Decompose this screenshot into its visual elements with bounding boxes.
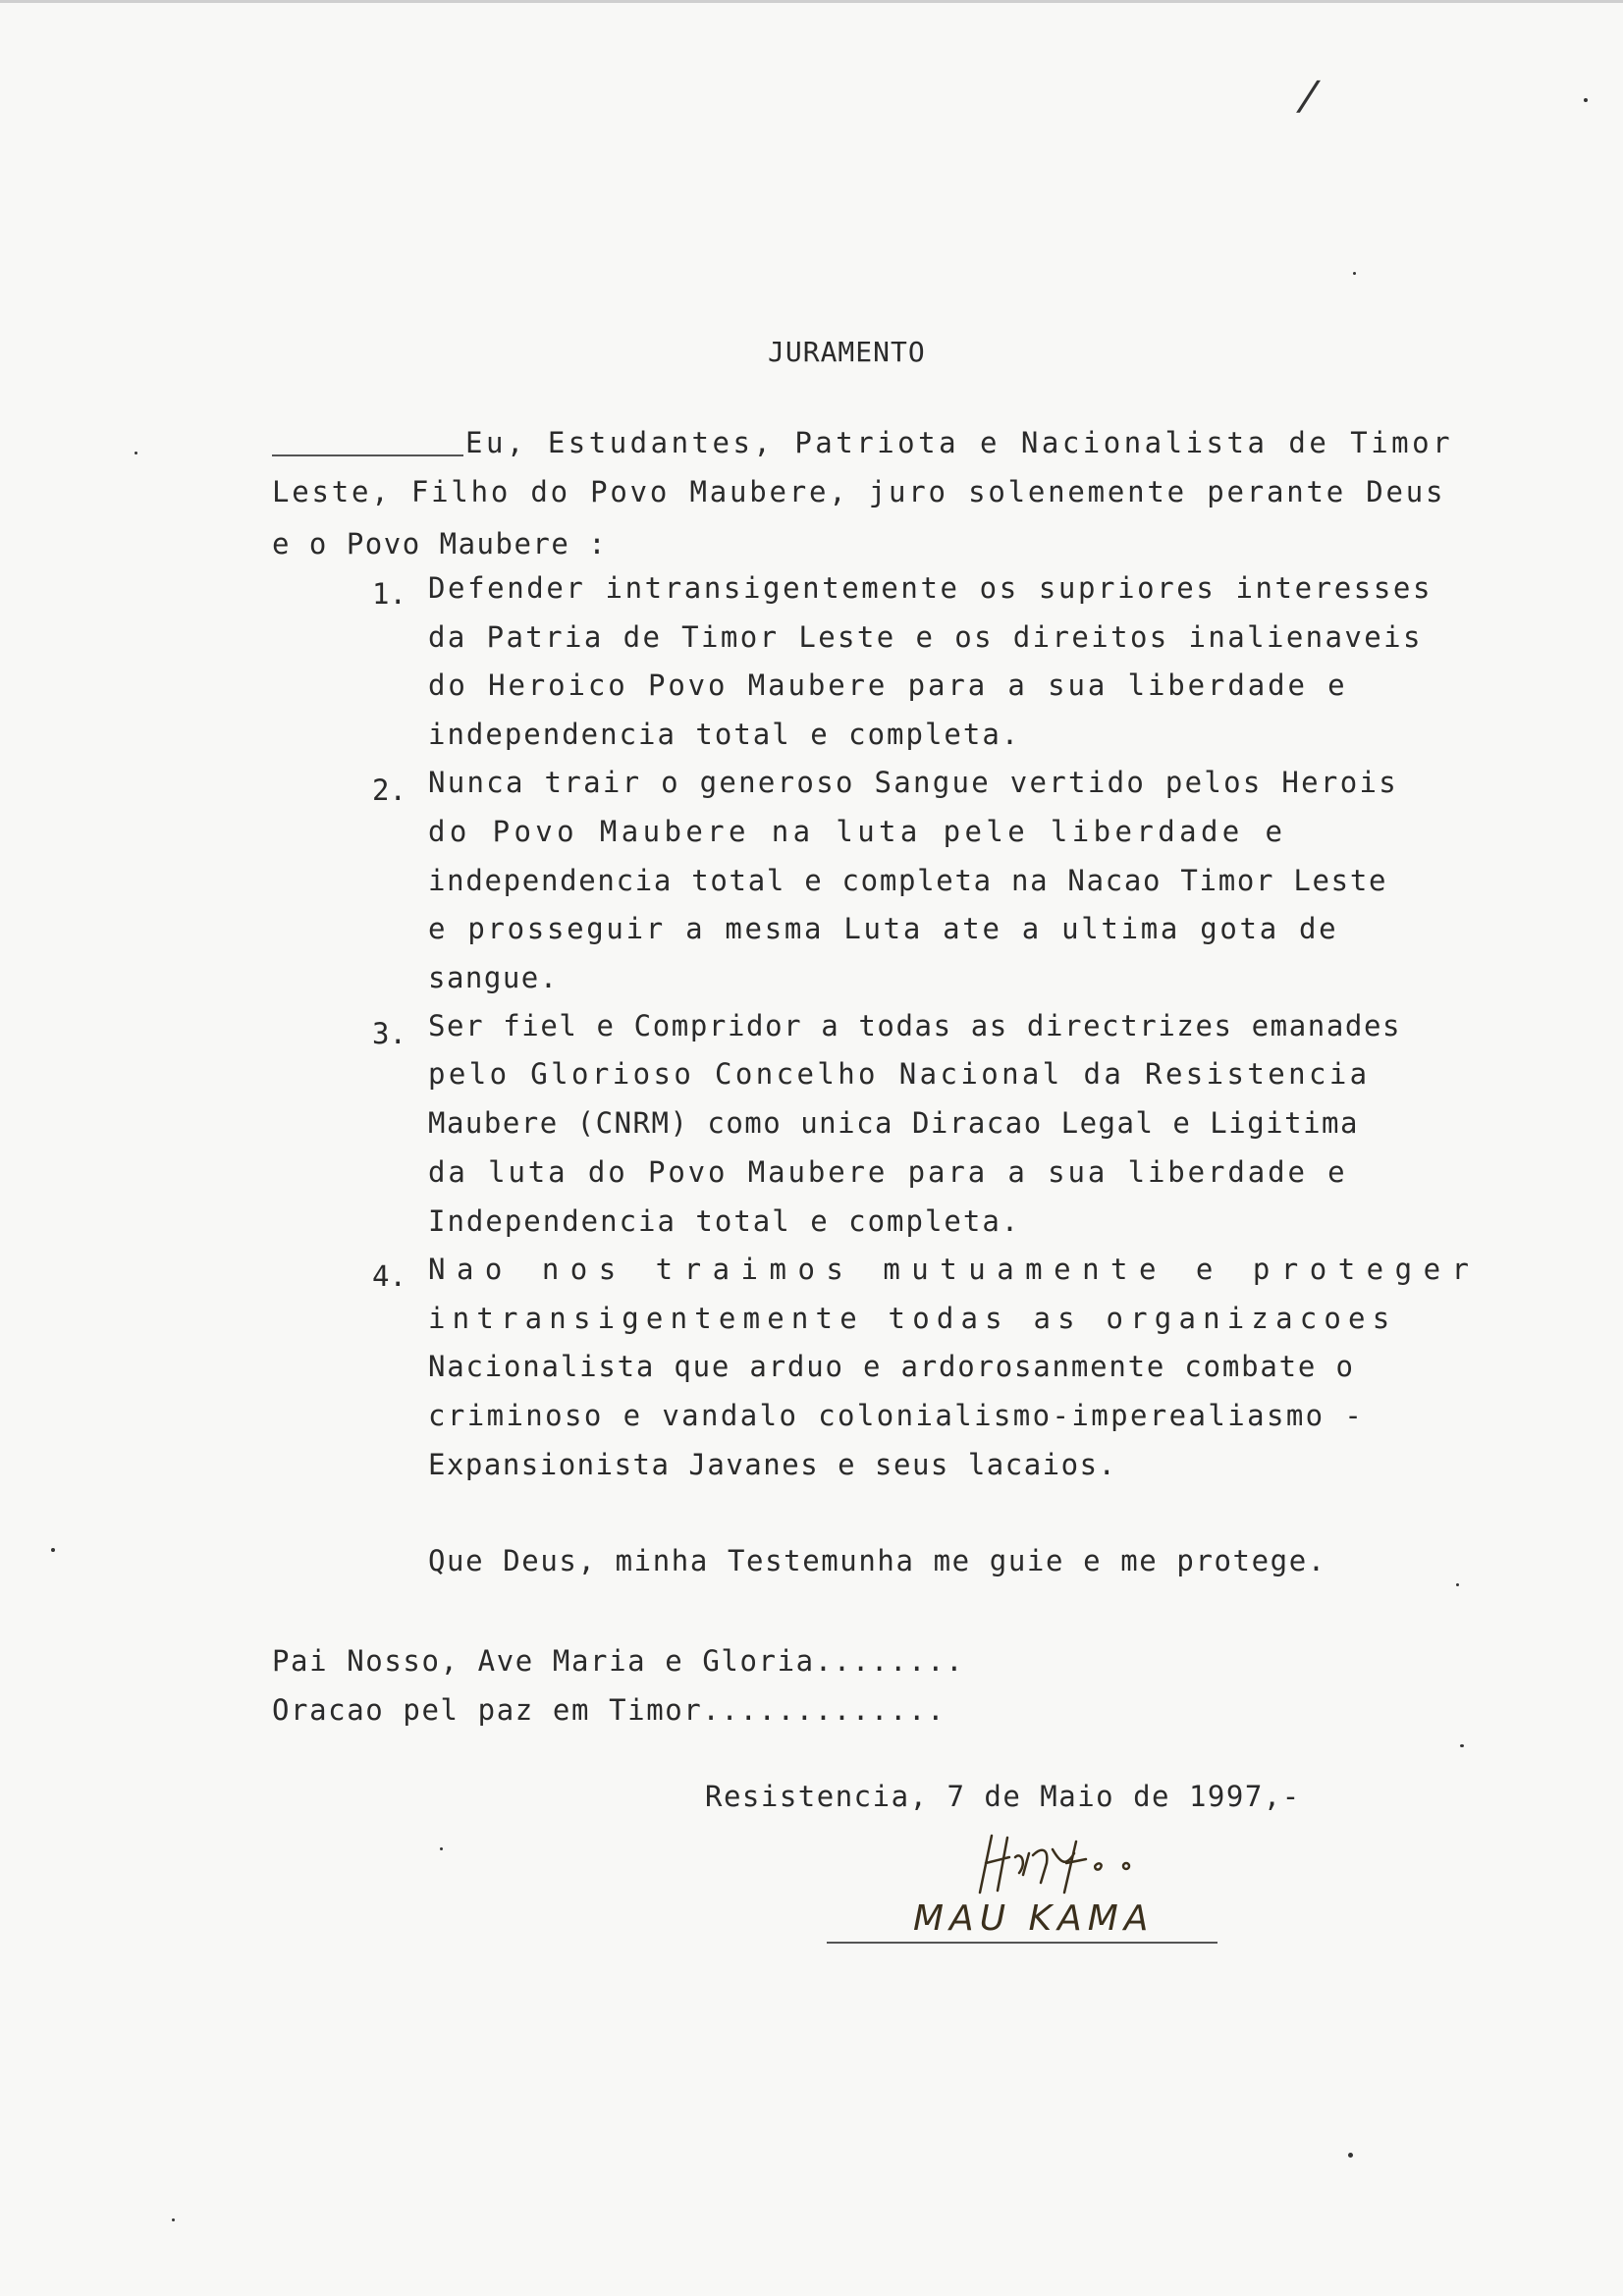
item-line: Nacionalista que arduo e ardorosanmente combate o xyxy=(428,1350,1355,1383)
item-line: da luta do Povo Maubere para a sua liberdade e xyxy=(428,1155,1348,1189)
scan-speck xyxy=(1456,1583,1459,1586)
scan-speck xyxy=(172,2218,175,2221)
item-line: Ser fiel e Compridor a todas as directrizes emanades xyxy=(428,1009,1402,1042)
item-line: independencia total e completa na Nacao Timor Leste xyxy=(428,864,1388,897)
item-line: criminoso e vandalo colonialismo-imperealiasmo - xyxy=(428,1399,1365,1432)
item-number: 2. xyxy=(372,774,406,807)
document-title: JURAMENTO xyxy=(768,336,926,368)
item-line: sangue. xyxy=(428,961,559,994)
item-number: 3. xyxy=(372,1017,406,1050)
scan-speck xyxy=(1353,272,1356,275)
item-line: Defender intransigentemente os supriores interesses xyxy=(428,571,1434,605)
item-line: e prosseguir a mesma Luta ate a ultima gota de xyxy=(428,912,1339,945)
item-line: Expansionista Javanes e seus lacaios. xyxy=(428,1448,1117,1481)
scan-speck xyxy=(135,452,137,454)
scan-speck xyxy=(1460,1744,1464,1747)
item-line: pelo Glorioso Concelho Nacional da Resistencia xyxy=(428,1057,1371,1091)
intro-line: Leste, Filho do Povo Maubere, juro solenemente perante Deus xyxy=(272,475,1446,508)
prayer-line: Oracao pel paz em Timor............. xyxy=(272,1693,947,1727)
scan-speck xyxy=(51,1548,55,1552)
item-line: Independencia total e completa. xyxy=(428,1204,1021,1238)
signature xyxy=(884,1824,1159,1942)
scan-speck xyxy=(1584,98,1588,102)
item-line: Nao nos traimos mutuamente e proteger xyxy=(428,1253,1481,1286)
item-line: independencia total e completa. xyxy=(428,718,1021,751)
item-line: do Povo Maubere na luta pele liberdade e xyxy=(428,815,1287,848)
item-line: do Heroico Povo Maubere para a sua liberdade e xyxy=(428,668,1348,702)
item-line: Maubere (CNRM) como unica Diracao Legal e Ligitima xyxy=(428,1106,1359,1140)
scan-speck xyxy=(440,1847,443,1850)
intro-line: e o Povo Maubere : xyxy=(272,527,608,561)
prayer-line: Pai Nosso, Ave Maria e Gloria........ xyxy=(272,1644,965,1678)
place-date: Resistencia, 7 de Maio de 1997,- xyxy=(705,1780,1301,1813)
item-number: 1. xyxy=(372,577,406,611)
svg-text:MAU KAMA: MAU KAMA xyxy=(913,1898,1155,1939)
page-top-edge xyxy=(0,0,1623,3)
item-line: intransigentemente todas as organizacoes xyxy=(428,1302,1397,1335)
signature-line xyxy=(827,1942,1217,1944)
item-line: da Patria de Timor Leste e os direitos inalienaveis xyxy=(428,620,1423,654)
item-line: Nunca trair o generoso Sangue vertido pelos Herois xyxy=(428,766,1398,799)
item-number: 4. xyxy=(372,1259,406,1293)
closing-line: Que Deus, minha Testemunha me guie e me protege. xyxy=(428,1544,1326,1577)
leading-dash-line xyxy=(272,454,463,456)
intro-line: Eu, Estudantes, Patriota e Nacionalista de Timor xyxy=(465,426,1454,459)
scan-speck xyxy=(1348,2153,1353,2158)
corner-mark: / xyxy=(1292,74,1325,119)
